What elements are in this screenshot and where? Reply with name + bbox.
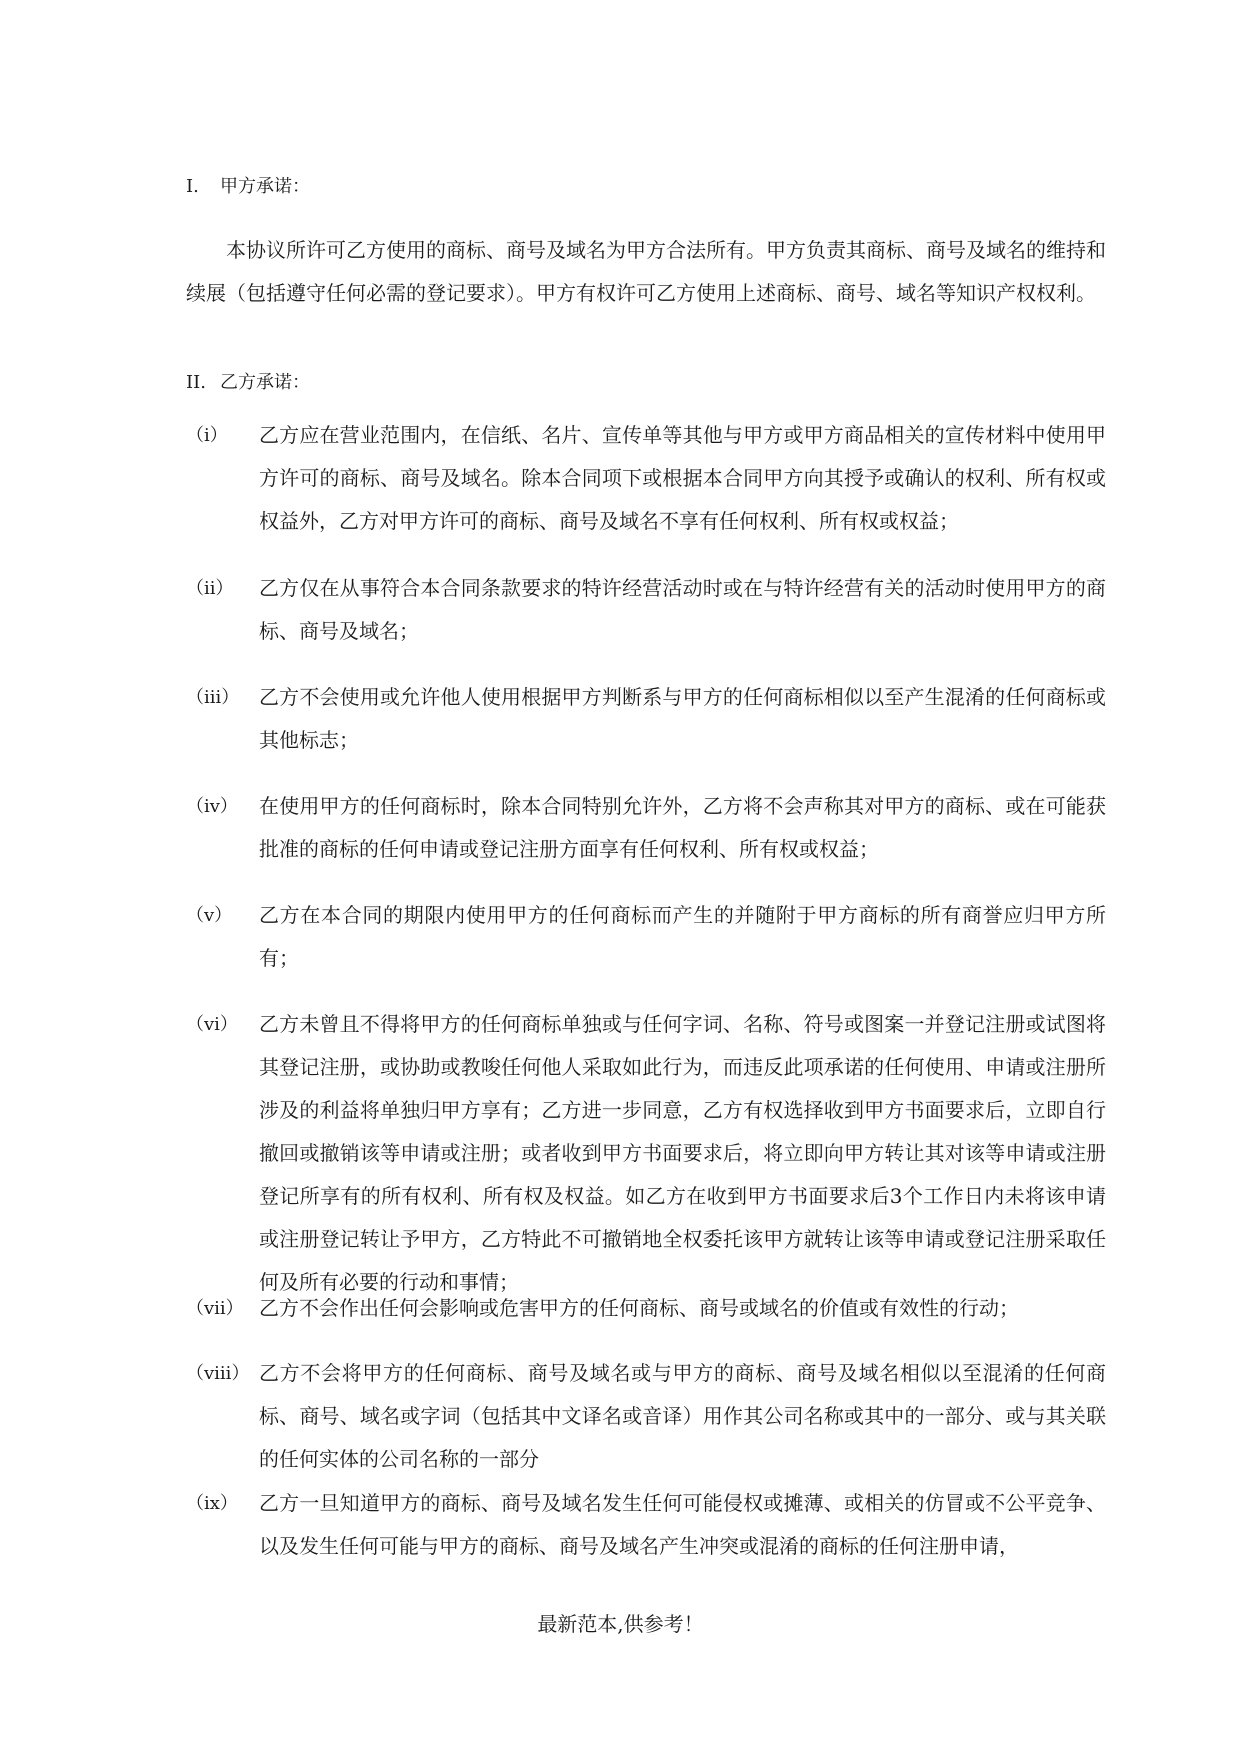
list-item (186, 676, 1106, 762)
page-footer: 最新范本,供参考！ (537, 1612, 704, 1636)
list-item (186, 567, 1106, 653)
section-2-heading (186, 371, 310, 395)
list-item (186, 1003, 1106, 1304)
list-item-marker: （ix） (186, 1493, 238, 1514)
list-item-text: 乙方仅在从事符合本合同条款要求的特许经营活动时或在与特许经营有关的活动时使用甲方的商标、商号及域名； (259, 576, 1106, 643)
list-item-marker: （iv） (186, 796, 238, 817)
list-item-text: 乙方不会将甲方的任何商标、商号及域名或与甲方的商标、商号及域名相似以至混淆的任何商标、商号、域名或字词（包括其中文译名或音译）用作其公司名称或其中的一部分、或与其关联的任何实体的公司名称的一部分 (259, 1361, 1106, 1471)
list-item-marker: （iii） (186, 687, 240, 708)
list-item-text: 在使用甲方的任何商标时，除本合同特别允许外，乙方将不会声称其对甲方的商标、或在可能获批准的商标的任何申请或登记注册方面享有任何权利、所有权或权益； (259, 794, 1106, 861)
list-item (186, 894, 1106, 980)
list-item-text: 乙方不会使用或允许他人使用根据甲方判断系与甲方的任何商标相似以至产生混淆的任何商标或其他标志； (259, 685, 1106, 752)
list-item-marker: （i） (186, 425, 228, 446)
list-item-marker: （vii） (186, 1298, 244, 1319)
list-item-marker: （vi） (186, 1014, 238, 1035)
list-item-text: 乙方一旦知道甲方的商标、商号及域名发生任何可能侵权或摊薄、或相关的仿冒或不公平竞争、以及发生任何可能与甲方的商标、商号及域名产生冲突或混淆的商标的任何注册申请， (259, 1491, 1106, 1558)
list-item (186, 785, 1106, 871)
list-item (186, 414, 1106, 543)
section-1-paragraph: 本协议所许可乙方使用的商标、商号及域名为甲方合法所有。甲方负责其商标、商号及域名的维持和续展（包括遵守任何必需的登记要求）。甲方有权许可乙方使用上述商标、商号、域名等知识产权权利。 (186, 238, 1106, 305)
list-item-text: 乙方未曾且不得将甲方的任何商标单独或与任何字词、名称、符号或图案一并登记注册或试图将其登记注册，或协助或教唆任何他人采取如此行为，而违反此项承诺的任何使用、申请或注册所涉及的利益将单独归甲方享有；乙方进一步同意，乙方有权选择收到甲方书面要求后，立即自行撤回或撤销该等申请或注册；或者收到甲方书面要求后，将立即向甲方转让其对该等申请或注册登记所享有的所有权利、所有权及权益。如乙方在收到甲方书面要求后3个工作日内未将该申请或注册登记转让予甲方，乙方特此不可撤销地全权委托该甲方就转让该等申请或登记注册采取任何及所有必要的行动和事情； (259, 1012, 1106, 1294)
list-item (186, 1287, 1106, 1330)
list-item-marker: （v） (186, 905, 233, 926)
section-1-title: 甲方承诺： (220, 176, 310, 197)
list-item-text: 乙方在本合同的期限内使用甲方的任何商标而产生的并随附于甲方商标的所有商誉应归甲方所有； (259, 903, 1106, 970)
list-item (186, 1352, 1106, 1481)
section-2-number: II. (186, 372, 206, 393)
section-1-number: I. (186, 176, 199, 197)
list-item-text: 乙方应在营业范围内，在信纸、名片、宣传单等其他与甲方或甲方商品相关的宣传材料中使用甲方许可的商标、商号及域名。除本合同项下或根据本合同甲方向其授予或确认的权利、所有权或权益外，乙方对甲方许可的商标、商号及域名不享有任何权利、所有权或权益； (259, 423, 1106, 533)
section-2-title: 乙方承诺： (220, 372, 310, 393)
list-item-marker: （ii） (186, 578, 234, 599)
section-1-heading (186, 175, 310, 199)
list-item-marker: （viii） (186, 1363, 250, 1384)
list-item-text: 乙方不会作出任何会影响或危害甲方的任何商标、商号或域名的价值或有效性的行动； (259, 1296, 1019, 1320)
list-item (186, 1482, 1106, 1568)
